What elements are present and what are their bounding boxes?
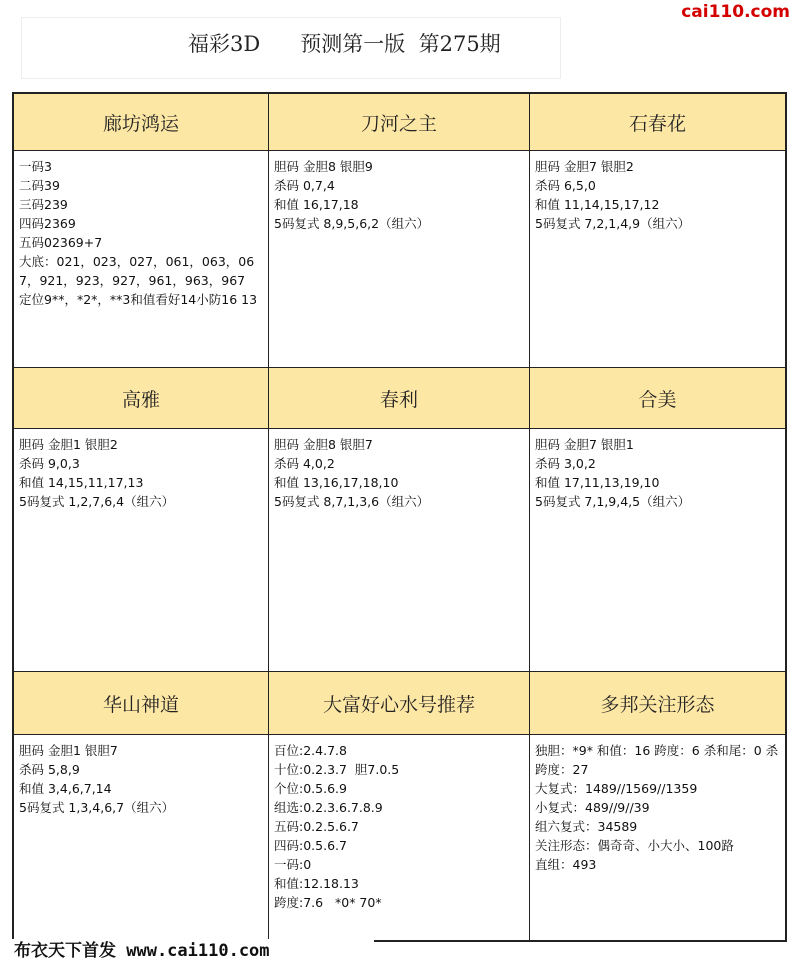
content-line: 定位9**，*2*，**3和值看好14小防16 13: [19, 292, 258, 307]
cell-content: [530, 151, 785, 233]
cell-daohe-zhizhu: [269, 94, 530, 368]
cell-title: 华山神道: [14, 672, 268, 735]
content-line: 十位:0.2.3.7 胆7.0.5: [274, 762, 400, 777]
content-line: 二码39: [19, 178, 60, 193]
cell-title: 刀河之主: [269, 94, 529, 151]
content-line: 大底：021，023，027，061，063，067，921，923，927，961，963，967: [19, 254, 255, 288]
site-logo-text[interactable]: cai110.com: [681, 2, 790, 22]
cell-title: 高雅: [14, 368, 268, 429]
content-line: 胆码 金胆8 银胆7: [274, 437, 373, 452]
content-line: 5码复式 8,9,5,6,2（组六）: [274, 216, 430, 231]
content-line: 关注形态：偶奇奇、小大小、100路: [535, 838, 734, 853]
content-line: 5码复式 1,2,7,6,4（组六）: [19, 494, 175, 509]
cell-title: 合美: [530, 368, 785, 429]
content-line: 一码3: [19, 159, 52, 174]
content-line: 胆码 金胆8 银胆9: [274, 159, 373, 174]
cell-title: 廊坊鸿运: [14, 94, 268, 151]
content-line: 独胆：*9* 和值：16 跨度：6 杀和尾：0 杀跨度：27: [535, 743, 779, 777]
cell-content: [530, 429, 785, 511]
cell-gaoya: [14, 368, 269, 672]
content-line: 5码复式 8,7,1,3,6（组六）: [274, 494, 430, 509]
cell-duobang-guanzhu: [530, 672, 785, 940]
cell-langfang-hongyun: [14, 94, 269, 368]
page-title: 福彩3D 预测第一版 第275期: [188, 32, 501, 56]
content-line: 百位:2.4.7.8: [274, 743, 347, 758]
cell-shi-chunhua: [530, 94, 785, 368]
content-line: 5码复式 7,2,1,4,9（组六）: [535, 216, 691, 231]
cell-content: [14, 429, 268, 511]
content-line: 跨度:7.6 *0* 70*: [274, 895, 382, 910]
content-line: 和值 11,14,15,17,12: [535, 197, 660, 212]
content-line: 杀码 4,0,2: [274, 456, 335, 471]
content-line: 个位:0.5.6.9: [274, 781, 347, 796]
content-line: 胆码 金胆1 银胆7: [19, 743, 118, 758]
cell-content: [269, 429, 529, 511]
cell-content: [269, 151, 529, 233]
content-line: 组六复式：34589: [535, 819, 638, 834]
cell-content: [14, 735, 268, 817]
content-line: 杀码 0,7,4: [274, 178, 335, 193]
footer-watermark: 布衣天下首发 www.cai110.com: [0, 939, 374, 963]
content-line: 五码:0.2.5.6.7: [274, 819, 359, 834]
cell-content: [530, 735, 785, 874]
content-line: 杀码 6,5,0: [535, 178, 596, 193]
content-line: 和值 16,17,18: [274, 197, 359, 212]
content-line: 5码复式 1,3,4,6,7（组六）: [19, 800, 175, 815]
cell-title: 石春花: [530, 94, 785, 151]
cell-hemei: [530, 368, 785, 672]
cell-title: 多邦关注形态: [530, 672, 785, 735]
content-line: 和值 13,16,17,18,10: [274, 475, 399, 490]
content-line: 胆码 金胆1 银胆2: [19, 437, 118, 452]
cell-title: 大富好心水号推荐: [269, 672, 529, 735]
content-line: 四码:0.5.6.7: [274, 838, 347, 853]
content-line: 和值 14,15,11,17,13: [19, 475, 144, 490]
prediction-grid: [12, 92, 787, 942]
content-line: 杀码 9,0,3: [19, 456, 80, 471]
content-line: 胆码 金胆7 银胆2: [535, 159, 634, 174]
content-line: 杀码 3,0,2: [535, 456, 596, 471]
content-line: 直组：493: [535, 857, 597, 872]
content-line: 杀码 5,8,9: [19, 762, 80, 777]
content-line: 胆码 金胆7 银胆1: [535, 437, 634, 452]
cell-title: 春利: [269, 368, 529, 429]
content-line: 大复式：1489//1569//1359: [535, 781, 698, 796]
content-line: 和值 3,4,6,7,14: [19, 781, 112, 796]
cell-dafu-haoxinshui: [269, 672, 530, 940]
cell-content: [269, 735, 529, 912]
content-line: 五码02369+7: [19, 235, 103, 250]
content-line: 和值:12.18.13: [274, 876, 359, 891]
content-line: 组选:0.2.3.6.7.8.9: [274, 800, 383, 815]
content-line: 和值 17,11,13,19,10: [535, 475, 660, 490]
content-line: 5码复式 7,1,9,4,5（组六）: [535, 494, 691, 509]
content-line: 一码:0: [274, 857, 312, 872]
content-line: 小复式：489//9//39: [535, 800, 650, 815]
content-line: 四码2369: [19, 216, 76, 231]
content-line: 三码239: [19, 197, 68, 212]
cell-huashan-shendao: [14, 672, 269, 940]
cell-chunli: [269, 368, 530, 672]
cell-content: [14, 151, 268, 309]
